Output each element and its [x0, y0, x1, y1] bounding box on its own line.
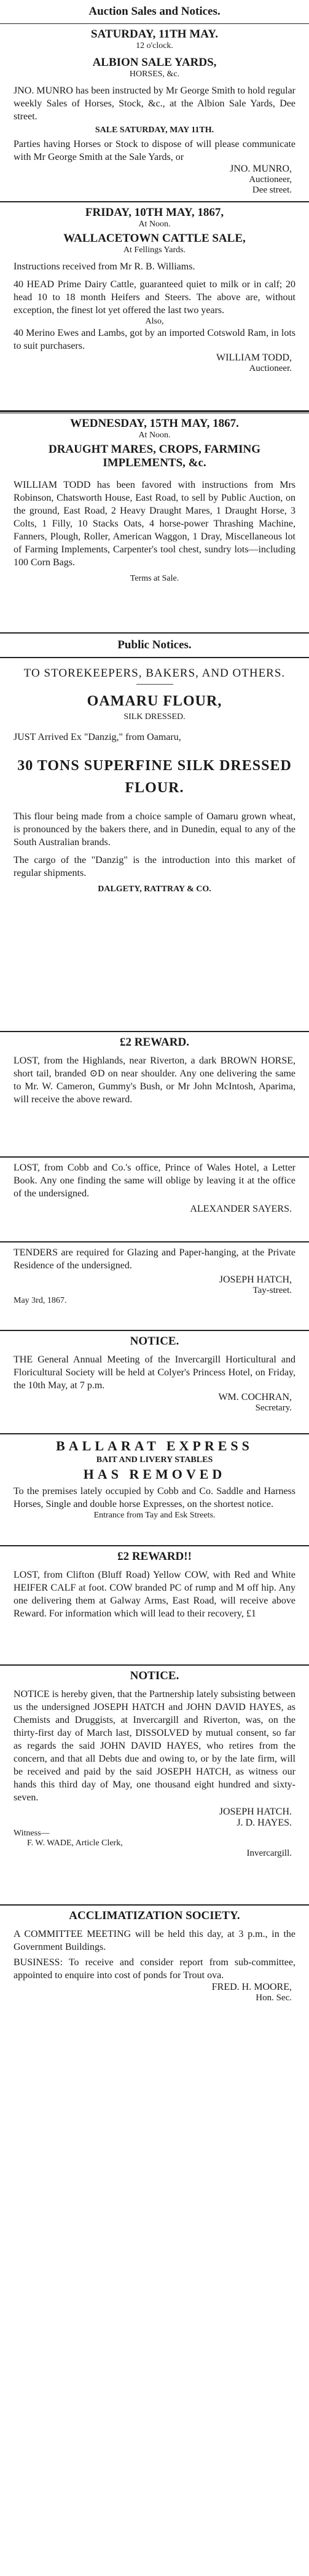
ballarat-removed: HAS REMOVED [83, 1466, 226, 1482]
notice2-witness-name: F. W. WADE, Article Clerk, [27, 1839, 123, 1848]
wallacetown-sig-name: WILLIAM TODD, [216, 352, 292, 363]
reward1-title: £2 REWARD. [120, 1036, 189, 1049]
auction-section-header: Auction Sales and Notices. [0, 0, 309, 24]
tenders-date: May 3rd, 1867. [14, 1296, 67, 1305]
draught-time: At Noon. [138, 431, 171, 440]
reward2-body: LOST, from Clifton (Bluff Road) Yellow COW, with Red and White HEIFER CALF at foot. COW branded PC of rump and M off hip. Any one delivering them at Galway Arms, East Road, will receive above Reward. For information which will lead to their recovery, £1 [14, 1570, 295, 1619]
wallacetown-subtitle: At Fellings Yards. [123, 245, 186, 255]
wallacetown-sale-ad [0, 202, 309, 411]
lost-letter-sig: ALEXANDER SAYERS. [190, 1204, 292, 1214]
notice2-title: NOTICE. [130, 1669, 179, 1682]
tenders-sig-name: JOSEPH HATCH, [219, 1274, 292, 1285]
albion-body: JNO. MUNRO has been instructed by Mr George Smith to hold regular weekly Sales of Horses, Stock, &c., at the Albion Sale Yards, Dee street. [14, 85, 295, 122]
flour-ad [0, 658, 309, 1032]
public-section-header: Public Notices. [0, 634, 309, 658]
draught-date: WEDNESDAY, 15TH MAY, 1867. [70, 417, 239, 430]
notice2-witness: Witness— [14, 1829, 50, 1838]
flour-sig: DALGETY, RATTRAY & CO. [98, 885, 211, 894]
albion-sig-name: JNO. MUNRO, [230, 164, 292, 174]
notice1-sig-name: WM. COCHRAN, [218, 1392, 292, 1402]
albion-sig-role: Auctioneer, [249, 175, 292, 185]
notice1-title: NOTICE. [130, 1335, 179, 1348]
ballarat-subtitle: BAIT AND LIVERY STABLES [96, 1455, 213, 1465]
acclimatization-business: BUSINESS: To receive and consider report from sub-committee, appointed to enquire into cost of ponds for Trout ova. [14, 1957, 295, 1981]
wallacetown-body2: 40 Merino Ewes and Lambs, got by an imported Cotswold Ram, in lots to suit purchasers. [14, 328, 295, 351]
acclimatization-ad [0, 1906, 309, 2038]
tenders-ad [0, 1242, 309, 1331]
wallacetown-body: 40 HEAD Prime Dairy Cattle, guaranteed quiet to milk or in calf; 20 head 10 to 18 month Heifers and Steers. The above are, without exception, the finest lot yet offered the last two years. [14, 279, 295, 316]
flour-body: This flour being made from a choice sample of Oamaru grown wheat, is pronounced by the bakers there, and in Dunedin, equal to any of the South Australian brands. [14, 811, 295, 848]
albion-date: SATURDAY, 11TH MAY. [91, 28, 218, 41]
wallacetown-title: WALLACETOWN CATTLE SALE, [63, 232, 246, 245]
albion-title: ALBION SALE YARDS, [92, 56, 217, 69]
wallacetown-sig-role: Auctioneer. [249, 364, 292, 373]
albion-sale-ad [0, 24, 309, 202]
flour-arrived: JUST Arrived Ex "Danzig," from Oamaru, [14, 732, 181, 742]
reward-cow-ad [0, 1546, 309, 1666]
notice2-sig1: JOSEPH HATCH. [219, 1807, 292, 1817]
albion-time: 12 o'clock. [136, 41, 173, 50]
reward2-title: £2 REWARD!! [117, 1550, 192, 1563]
wallacetown-date: FRIDAY, 10TH MAY, 1867, [85, 206, 224, 219]
albion-subtitle: HORSES, &c. [129, 70, 180, 79]
flour-title: OAMARU FLOUR, [87, 693, 222, 709]
reward1-body: LOST, from the Highlands, near Riverton, a dark BROWN HORSE, short tail, branded ⊙D on near shoulder. Any one delivering the same to Mr. W. Cameron, Gummy's Bush, or Mr John McIntosh, Aparima, will receive the above reward. [14, 1055, 295, 1105]
ballarat-express-ad [0, 1434, 309, 1546]
notice2-body: NOTICE is hereby given, that the Partnership lately subsisting between us the undersigned JOSEPH HATCH and JOHN DAVID HAYES, as Chemists and Druggists, at Invercargill and Riverton, was, on the thirty-first day of March last, DISSOLVED by mutual consent, so far as regards the said JOHN DAVID HAYES, who retires from the concern, and that all Debts due and owing to, or by the late firm, will be received and paid by the said JOSEPH HATCH, as witness our hands this third day of May, one thousand eight hundred and sixty-seven. [14, 1689, 295, 1803]
wallacetown-also: Also, [145, 317, 164, 326]
draught-sale-ad [0, 411, 309, 634]
tenders-sig-place: Tay-street. [252, 1286, 292, 1295]
notice1-sig-role: Secretary. [255, 1403, 292, 1413]
albion-body2: Parties having Horses or Stock to dispose of will please communicate with Mr George Smith at the Sale Yards, or [14, 139, 295, 162]
acclimatization-sig-role: Hon. Sec. [256, 1993, 292, 2003]
reward-horse-ad [0, 1032, 309, 1158]
acclimatization-title: ACCLIMATIZATION SOCIETY. [69, 1909, 240, 1922]
ballarat-title: BALLARAT EXPRESS [56, 1438, 253, 1453]
lost-letter-body: LOST, from Cobb and Co.'s office, Prince of Wales Hotel, a Letter Book. Any one finding the same will oblige by leaving it at the office of the undersigned. [14, 1163, 295, 1199]
ballarat-body: To the premises lately occupied by Cobb and Co. Saddle and Harness Horses, Single and double horse Expresses, on the shortest notice. [14, 1486, 295, 1509]
acclimatization-body: A COMMITTEE MEETING will be held this day, at 3 p.m., in the Government Buildings. [14, 1929, 295, 1952]
notice1-body: THE General Annual Meeting of the Invercargill Horticultural and Floricultural Society will be held at Colyer's Princess Hotel, on Friday, the 10th May, at 7 p.m. [14, 1354, 295, 1391]
flour-tons: 30 TONS SUPERFINE SILK DRESSED FLOUR. [17, 758, 292, 796]
horticultural-notice-ad [0, 1331, 309, 1434]
lost-letter-ad [0, 1158, 309, 1242]
wallacetown-time: At Noon. [138, 220, 171, 229]
notice2-witness-place: Invercargill. [246, 1848, 292, 1858]
draught-title: DRAUGHT MARES, CROPS, FARMING IMPLEMENTS, &c. [49, 443, 260, 469]
partnership-notice-ad [0, 1666, 309, 1906]
ballarat-entrance: Entrance from Tay and Esk Streets. [93, 1511, 216, 1520]
draught-terms: Terms at Sale. [130, 574, 179, 583]
flour-subtitle: SILK DRESSED. [123, 712, 186, 722]
tenders-body: TENDERS are required for Glazing and Paper-hanging, at the Private Residence of the undersigned. [14, 1247, 295, 1271]
notice2-sig2: J. D. HAYES. [237, 1818, 292, 1828]
wallacetown-instructions: Instructions received from Mr R. B. Williams. [14, 261, 195, 272]
draught-body: WILLIAM TODD has been favored with instructions from Mrs Robinson, Chatsworth House, East Road, to sell by Public Auction, on the ground, East Road, 2 Heavy Draught Mares, 1 Draught Horse, 3 Colts, 1 Filly, 10 Stacks Oats, 4 horse-power Thrashing Machine, Fanners, Plough, Roller, American Waggon, 1 Dray, Miscellaneous lot of Farming Implements, Carpenter's tool chest, sundry lots—including 100 Corn Bags. [14, 480, 295, 568]
albion-sale-line: SALE SATURDAY, MAY 11TH. [95, 125, 214, 135]
flour-to: TO STOREKEEPERS, BAKERS, AND OTHERS. [23, 667, 286, 680]
flour-body2: The cargo of the "Danzig" is the introduction into this market of regular shipments. [14, 855, 295, 878]
albion-sig-place: Dee street. [252, 185, 292, 195]
acclimatization-sig-name: FRED. H. MOORE, [211, 1982, 292, 1992]
